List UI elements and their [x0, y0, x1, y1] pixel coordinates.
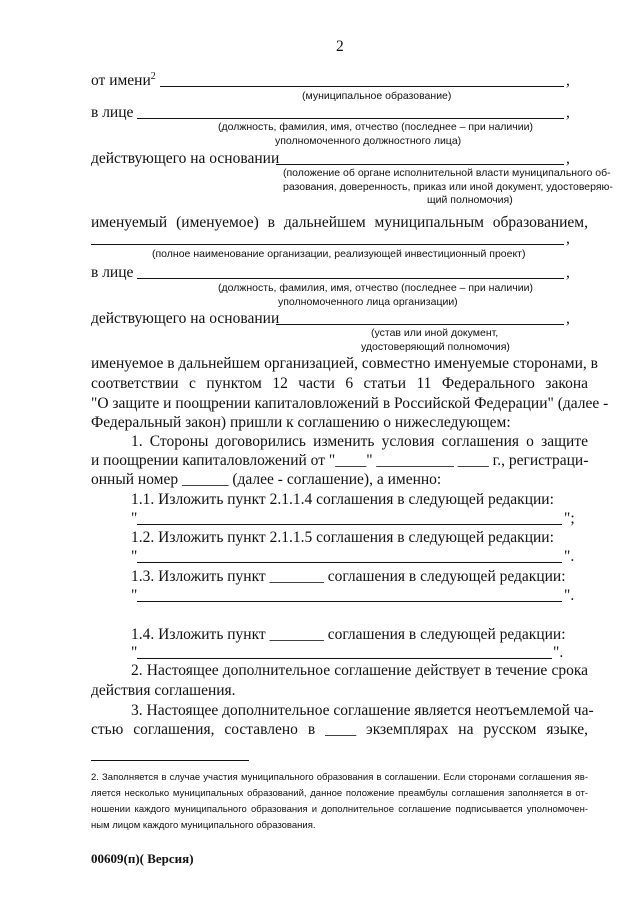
- footnote-separator: [91, 760, 249, 761]
- preamble-line: Федеральный закон) пришли к соглашению о нижеследующем:: [91, 414, 511, 431]
- label-acting-basis: действующего на основании: [91, 150, 280, 167]
- subclause-text-field[interactable]: [137, 524, 562, 525]
- label-acting-basis: действующего на основании: [91, 310, 280, 327]
- comma: ,: [566, 230, 570, 247]
- preamble-line: именуемое в дальнейшем организацией, совместно именуемые сторонами, в: [91, 355, 598, 372]
- municipality-field[interactable]: [160, 86, 564, 87]
- footnote-line: 2. Заполняется в случае участия муниципального образования в соглашении. Если сторонами соглашения яв-: [91, 772, 588, 783]
- subclause-text-field[interactable]: [137, 601, 562, 602]
- subclause-heading: 1.3. Изложить пункт _______ соглашения в следующей редакции:: [131, 568, 566, 585]
- footnote-line: ляется несколько муниципальных образований, данное положение преамбулы соглашения заполняется в от-: [91, 788, 588, 799]
- clause1-line: онный номер ______ (далее - соглашение), а именно:: [91, 471, 442, 488]
- caption-org-basis-2: удостоверяющий полномочия): [361, 341, 510, 353]
- open-quote: ": [131, 644, 138, 661]
- organization-field[interactable]: [91, 244, 564, 245]
- clause2-line: действия соглашения.: [91, 682, 236, 699]
- comma: ,: [566, 150, 570, 167]
- basis-field[interactable]: [276, 164, 564, 165]
- caption-org-basis: (устав или иной документ,: [371, 327, 499, 339]
- caption-municipality: (муниципальное образование): [302, 90, 452, 102]
- official-field[interactable]: [137, 118, 564, 119]
- preamble-line: "О защите и поощрении капиталовложений в Российской Федерации" (далее -: [91, 395, 609, 412]
- label-from: [91, 72, 156, 90]
- caption-basis-2: разования, доверенность, приказ или иной документ, удостоверяю-: [283, 181, 613, 193]
- footnote: [91, 770, 588, 834]
- subclause-heading: 1.1. Изложить пункт 2.1.1.4 соглашения в следующей редакции:: [131, 491, 554, 508]
- form-code: 00609(п)( Версия): [91, 851, 194, 866]
- comma: ,: [566, 264, 570, 281]
- subclause-text-field[interactable]: [137, 658, 552, 659]
- footnote-ref: 2: [150, 71, 156, 82]
- label-from-text: от имени: [91, 72, 151, 89]
- footnote-line: ношении каждого муниципального образования и дополнительное соглашение подписывается уполномочен-: [91, 804, 588, 815]
- close-quote: ".: [553, 644, 564, 661]
- subclause-text-field[interactable]: [137, 562, 562, 563]
- comma: ,: [566, 72, 570, 89]
- caption-official: (должность, фамилия, имя, отчество (последнее – при наличии): [218, 121, 533, 133]
- close-quote: ".: [564, 587, 575, 604]
- footnote-line: ным лицом каждого муниципального образования.: [91, 820, 316, 831]
- close-quote: ".: [564, 548, 575, 565]
- subclause-heading: 1.4. Изложить пункт _______ соглашения в следующей редакции:: [131, 626, 566, 643]
- label-in-person: в лице: [91, 104, 134, 121]
- clause3-line: стью соглашения, составлено в ____ экземплярах на русском языке,: [91, 721, 588, 738]
- preamble-line: соответствии с пунктом 12 части 6 статьи 11 Федерального закона: [91, 375, 588, 392]
- open-quote: ": [131, 548, 138, 565]
- caption-basis: (положение об органе исполнительной власти муниципального об-: [283, 167, 611, 179]
- org-representative-field[interactable]: [137, 278, 564, 279]
- caption-basis-3: щий полномочия): [427, 194, 513, 206]
- caption-organization: (полное наименование организации, реализующей инвестиционный проект): [152, 248, 526, 260]
- label-in-person: в лице: [91, 264, 134, 281]
- clause2-line: 2. Настоящее дополнительное соглашение действует в течение срока: [131, 662, 588, 679]
- subclause-heading: 1.2. Изложить пункт 2.1.1.5 соглашения в следующей редакции:: [131, 529, 554, 546]
- comma: ,: [566, 310, 570, 327]
- clause1-line: 1. Стороны договорились изменить условия соглашения о защите: [131, 433, 588, 450]
- named-municipality-line: именуемый (именуемое) в дальнейшем муниципальным образованием,: [91, 214, 588, 231]
- clause3-line: 3. Настоящее дополнительное соглашение является неотъемлемой ча-: [131, 702, 594, 719]
- caption-representative-2: уполномоченного лица организации): [278, 296, 458, 308]
- clause1-line: и поощрении капиталовложений от "____" __________ ____ г., регистраци-: [91, 452, 589, 469]
- page-number: 2: [336, 38, 344, 55]
- caption-official-2: уполномоченного должностного лица): [275, 135, 462, 147]
- open-quote: ": [131, 510, 138, 527]
- close-quote: ";: [564, 510, 575, 527]
- caption-representative: (должность, фамилия, имя, отчество (последнее – при наличии): [218, 282, 533, 294]
- org-basis-field[interactable]: [276, 324, 564, 325]
- comma: ,: [566, 104, 570, 121]
- open-quote: ": [131, 587, 138, 604]
